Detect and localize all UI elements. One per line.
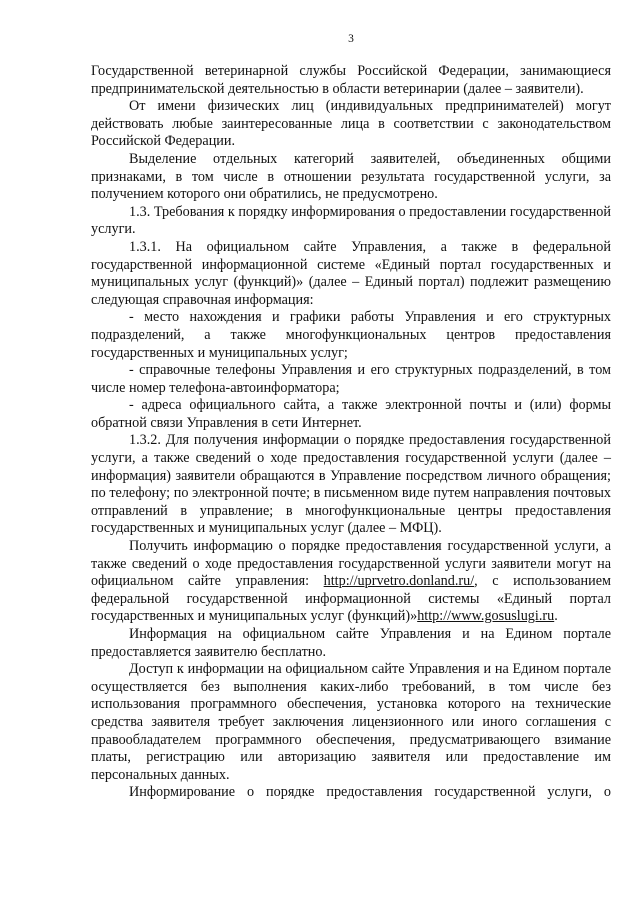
paragraph-section-1-3-1: 1.3.1. На официальном сайте Управления, а также в федеральной государственной информационной системе «Единый портал государственных и муниципальных услуг (функций)» (далее – Единый портал) подлежит размещению следующая справочная информация:	[91, 238, 611, 308]
paragraph-free-information: Информация на официальном сайте Управления и на Едином портале предоставляется заявителю бесплатно.	[91, 626, 611, 660]
document-page	[91, 32, 611, 802]
list-item-phones: - справочные телефоны Управления и его структурных подразделений, в том числе номер телефона-автоинформатора;	[91, 362, 611, 396]
page-number: 3	[348, 33, 354, 45]
paragraph-section-1-3-2: 1.3.2. Для получения информации о порядке предоставления государственной услуги, а также сведений о ходе предоставления государственной услуги (далее – информация) заявители обращаются в Управление посредством личного обращения; по телефону; по электронной почте; в письменном виде путем направления почтовых отправлений в управление; в многофункциональные центры предоставления государственных и муниципальных услуг (далее – МФЦ).	[91, 432, 611, 537]
paragraph-section-1-3: 1.3. Требования к порядку информирования о предоставлении государственной услуги.	[91, 203, 611, 238]
paragraph-access: Доступ к информации на официальном сайте Управления и на Едином портале осуществляется без выполнения каких-либо требований, в том числе без использования программного обеспечения, установка которого на технические средства заявителя требует заключения лицензионного или иного соглашения с правообладателем программного обеспечения, предусматривающего взимание платы, регистрацию или авторизацию заявителя или предоставление им персональных данных.	[91, 661, 611, 783]
link-gosuslugi[interactable]: http://www.gosuslugi.ru	[417, 608, 555, 625]
text-before-link: Получить информацию о порядке предоставления государственной услуги, а также сведений о ходе предоставления государственной услуги заявители могут на официальном сайте управления:	[91, 538, 611, 590]
list-item-addresses: - адреса официального сайта, а также электронной почты и (или) формы обратной связи Управления в сети Интернет.	[91, 397, 611, 431]
paragraph-informing: Информирование о порядке предоставления государственной услуги, о	[129, 784, 611, 801]
paragraph-get-information	[91, 538, 611, 626]
text-between-links: , с использованием федеральной государственной информационной системы «Единый портал государственных и муниципальных услуг (функций)»	[91, 573, 611, 625]
paragraph-representatives: От имени физических лиц (индивидуальных предпринимателей) могут действовать любые заинтересованные лица в соответствии с законодательством Российской Федерации.	[91, 98, 611, 150]
list-item-location: - место нахождения и графики работы Управления и его структурных подразделений, а также многофункциональных центров предоставления государственных и муниципальных услуг;	[91, 309, 611, 361]
paragraph-categories: Выделение отдельных категорий заявителей, объединенных общими признаками, в том числе в отношении результата государственной услуги, за получением которого они обратились, не предусмотрено.	[91, 150, 611, 203]
link-uprvetro[interactable]: http://uprvetro.donland.ru/	[323, 573, 475, 590]
text-after-link: .	[554, 608, 558, 625]
paragraph-applicants-continued: Государственной ветеринарной службы Российской Федерации, занимающиеся предпринимательской деятельностью в области ветеринарии (далее – заявители).	[91, 63, 611, 97]
